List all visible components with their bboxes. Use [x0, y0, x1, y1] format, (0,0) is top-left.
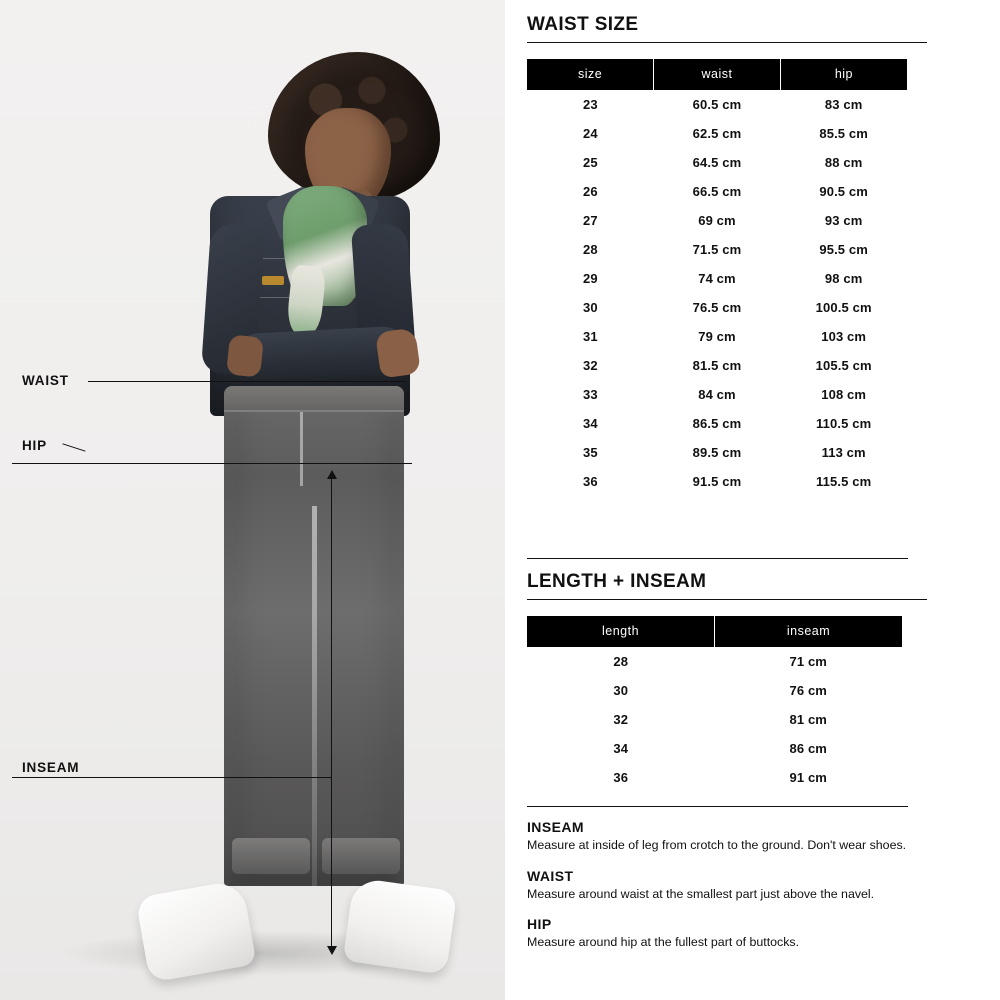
table-row	[527, 763, 902, 792]
sneaker-left	[135, 879, 256, 982]
cell-size: 25	[582, 155, 598, 170]
jeans-cuff-left	[232, 838, 310, 874]
table-row	[527, 264, 907, 293]
table-row	[527, 322, 907, 351]
guide-line-hip	[12, 463, 412, 464]
note-hip-heading: HIP	[527, 916, 552, 933]
waist-size-table	[527, 59, 907, 496]
length-title-rule	[527, 599, 927, 600]
guide-arrow-down	[327, 946, 337, 955]
guide-arrow-up	[327, 470, 337, 479]
cell-size: 31	[582, 329, 598, 344]
table-row	[527, 206, 907, 235]
table-row	[527, 467, 907, 496]
length-table-body	[527, 647, 902, 792]
jeans-fly	[300, 412, 303, 486]
cell-size: 35	[582, 445, 598, 460]
waist-size-title: WAIST SIZE	[527, 14, 639, 35]
table-row	[527, 293, 907, 322]
length-table-container	[527, 616, 902, 792]
guide-label-waist: WAIST	[22, 373, 69, 388]
table-row	[527, 676, 902, 705]
table-row	[527, 235, 907, 264]
cell-waist: 69 cm	[698, 213, 736, 228]
jeans-cuff-right	[322, 838, 400, 874]
table-row	[527, 409, 907, 438]
cell-length: 34	[613, 741, 629, 756]
cell-waist: 64.5 cm	[692, 155, 742, 170]
cell-size: 27	[582, 213, 598, 228]
jeans-waistband	[224, 386, 404, 412]
cell-size: 33	[582, 387, 598, 402]
waist-title-rule	[527, 42, 927, 43]
table-row	[527, 148, 907, 177]
brand-badge	[262, 276, 284, 285]
cell-hip: 108 cm	[821, 387, 867, 402]
cell-size: 29	[582, 271, 598, 286]
length-inseam-table	[527, 616, 902, 792]
cell-inseam: 76 cm	[789, 683, 827, 698]
cell-hip: 103 cm	[821, 329, 867, 344]
cell-size: 28	[582, 242, 598, 257]
cell-hip: 110.5 cm	[816, 416, 872, 431]
cell-length: 32	[613, 712, 629, 727]
cell-size: 32	[582, 358, 598, 373]
table-row	[527, 90, 907, 119]
note-waist	[527, 868, 927, 903]
cell-hip: 95.5 cm	[819, 242, 868, 257]
cell-hip: 105.5 cm	[815, 358, 872, 373]
table-row	[527, 647, 902, 676]
cell-waist: 89.5 cm	[692, 445, 742, 460]
cell-hip: 88 cm	[824, 155, 863, 170]
cell-hip: 115.5 cm	[816, 474, 872, 489]
cell-inseam: 71 cm	[789, 654, 827, 669]
cell-waist: 86.5 cm	[692, 416, 742, 431]
guide-vline-inseam	[331, 478, 332, 950]
cell-hip: 100.5 cm	[815, 300, 872, 315]
length-inseam-section	[527, 558, 927, 792]
waist-size-section	[527, 14, 927, 496]
cell-inseam: 81 cm	[789, 712, 827, 727]
cell-waist: 81.5 cm	[692, 358, 742, 373]
cell-hip: 85.5 cm	[819, 126, 868, 141]
table-row	[527, 119, 907, 148]
size-tables-panel	[505, 0, 1000, 1000]
length-table-header-row	[527, 616, 902, 647]
table-row	[527, 438, 907, 467]
length-col-inseam: inseam	[715, 616, 903, 647]
hand-right	[226, 334, 264, 377]
waist-col-hip: hip	[780, 59, 907, 90]
waist-col-waist: waist	[654, 59, 781, 90]
note-waist-heading: WAIST	[527, 867, 574, 884]
notes-divider	[527, 806, 908, 807]
table-row	[527, 705, 902, 734]
waist-table-container	[527, 59, 907, 496]
waist-col-size: size	[527, 59, 654, 90]
note-hip	[527, 916, 927, 951]
cell-waist: 84 cm	[698, 387, 736, 402]
cell-waist: 91.5 cm	[692, 474, 742, 489]
table-row	[527, 380, 907, 409]
note-inseam	[527, 819, 927, 854]
cell-length: 36	[613, 770, 629, 785]
cell-waist: 79 cm	[698, 329, 736, 344]
cell-waist: 62.5 cm	[692, 126, 742, 141]
cell-size: 26	[582, 184, 598, 199]
cell-size: 24	[582, 126, 598, 141]
guide-line-waist	[88, 381, 406, 382]
cell-waist: 74 cm	[698, 271, 736, 286]
cell-size: 23	[582, 97, 598, 112]
measurement-notes	[527, 806, 927, 965]
length-inseam-title: LENGTH + INSEAM	[527, 571, 707, 592]
cell-waist: 71.5 cm	[692, 242, 742, 257]
note-inseam-text: Measure at inside of leg from crotch to the ground. Don't wear shoes.	[527, 838, 907, 852]
waist-table-body	[527, 90, 907, 496]
note-hip-text: Measure around hip at the fullest part of buttocks.	[527, 935, 800, 950]
cell-waist: 60.5 cm	[692, 97, 742, 112]
grey-jeans	[224, 386, 404, 886]
table-row	[527, 351, 907, 380]
cell-hip: 98 cm	[824, 271, 863, 286]
cell-size: 34	[582, 416, 598, 431]
table-row	[527, 734, 902, 763]
length-section-divider	[527, 558, 908, 559]
cell-length: 28	[613, 654, 629, 669]
cell-size: 36	[582, 474, 598, 489]
cell-hip: 93 cm	[824, 213, 863, 228]
cell-inseam: 91 cm	[789, 770, 827, 785]
cell-length: 30	[613, 683, 629, 698]
cell-waist: 76.5 cm	[692, 300, 742, 315]
cell-hip: 83 cm	[824, 97, 863, 112]
table-row	[527, 177, 907, 206]
note-inseam-heading: INSEAM	[527, 819, 584, 835]
cell-size: 30	[582, 300, 598, 315]
guide-line-inseam	[12, 777, 332, 778]
cell-inseam: 86 cm	[789, 741, 827, 756]
cell-hip: 113 cm	[821, 445, 866, 460]
sneaker-right	[343, 877, 458, 975]
length-col-length: length	[527, 616, 715, 647]
cell-waist: 66.5 cm	[692, 184, 742, 199]
guide-label-inseam: INSEAM	[22, 760, 80, 775]
guide-label-hip: HIP	[22, 438, 47, 453]
waist-table-header-row	[527, 59, 907, 90]
note-waist-text: Measure around waist at the smallest part just above the navel.	[527, 886, 875, 901]
cell-hip: 90.5 cm	[819, 184, 868, 199]
